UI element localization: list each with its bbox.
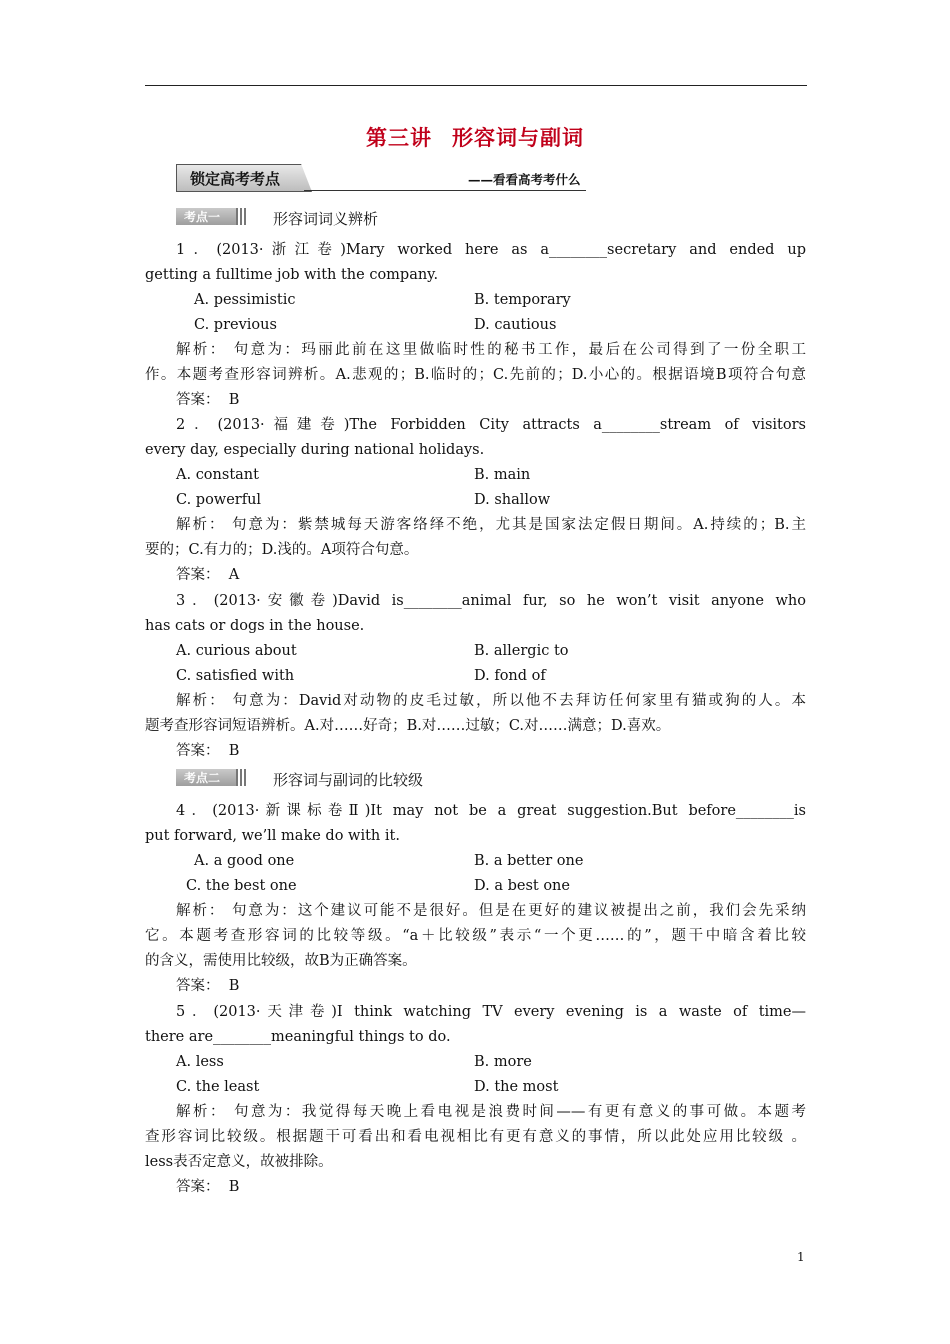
tag-bars-decoration: [236, 208, 248, 225]
section-banner: [176, 162, 586, 192]
section-tag-2: 考点二: [176, 769, 248, 786]
q4-answer: 答案： B: [176, 978, 240, 994]
q1-option-c: C. previous: [194, 317, 277, 333]
q5-explanation: 解析： 句意为：我觉得每天晚上看电视是浪费时间——有更有意义的事可做。本题考: [176, 1104, 806, 1120]
q2-answer: 答案： A: [176, 567, 240, 583]
q4-option-d: D. a best one: [474, 878, 570, 894]
section-tag-1: 考点一: [176, 208, 248, 225]
page-number: 1: [797, 1250, 805, 1264]
question-5-stem-cont: there are________meaningful things to do.: [145, 1029, 451, 1045]
question-5-stem: 5．(2013·天津卷)I think watching TV every evening is a waste of time—: [176, 1004, 806, 1020]
section-heading-1: [176, 208, 776, 230]
q1-option-a: A. pessimistic: [194, 292, 296, 308]
q4-explanation-cont-2: 的含义，需使用比较级，故B为正确答案。: [145, 953, 417, 969]
banner-subtitle: ——看看高考考什么: [468, 172, 581, 187]
q2-option-a: A. constant: [176, 467, 259, 483]
q1-option-d: D. cautious: [474, 317, 557, 333]
banner-label: 锁定高考考点: [190, 170, 281, 188]
q2-explanation: 解析： 句意为：紫禁城每天游客络绎不绝，尤其是国家法定假日期间。A.持续的；B.主: [176, 517, 806, 533]
section-title-1: 形容词词义辨析: [273, 210, 379, 228]
q1-answer: 答案： B: [176, 392, 240, 408]
q4-option-c: C. the best one: [186, 878, 297, 894]
section-title-2: 形容词与副词的比较级: [273, 771, 424, 789]
q2-option-d: D. shallow: [474, 492, 551, 508]
q3-explanation-cont: 题考查形容词短语辨析。A.对……好奇；B.对……过敏；C.对……满意；D.喜欢。: [145, 718, 671, 734]
q1-explanation-cont: 作。本题考查形容词辨析。A.悲观的；B.临时的；C.先前的；D.小心的。根据语境B项符合句意: [145, 367, 806, 383]
q1-explanation: 解析： 句意为：玛丽此前在这里做临时性的秘书工作，最后在公司得到了一份全职工: [176, 342, 806, 358]
q5-explanation-cont-2: less表否定意义，故被排除。: [145, 1154, 333, 1170]
q4-option-b: B. a better one: [474, 853, 584, 869]
q5-option-d: D. the most: [474, 1079, 559, 1095]
q2-explanation-cont: 要的；C.有力的；D.浅的。A项符合句意。: [145, 542, 419, 558]
question-4-stem-cont: put forward, we’ll make do with it.: [145, 828, 400, 844]
tag-bars-decoration: [236, 769, 248, 786]
q3-explanation: 解析： 句意为：David对动物的皮毛过敏，所以他不去拜访任何家里有猫或狗的人。本: [176, 693, 806, 709]
q5-answer: 答案： B: [176, 1179, 240, 1195]
q3-option-b: B. allergic to: [474, 643, 569, 659]
q3-option-a: A. curious about: [176, 643, 297, 659]
q3-option-c: C. satisfied with: [176, 668, 295, 684]
q4-explanation-cont: 它。本题考查形容词的比较等级。“a＋比较级”表示“一个更……的”，题干中暗含着比较: [145, 928, 806, 944]
question-2-stem-cont: every day, especially during national holidays.: [145, 442, 485, 458]
q2-option-c: C. powerful: [176, 492, 262, 508]
q3-option-d: D. fond of: [474, 668, 546, 684]
question-3-stem: 3．(2013·安徽卷)David is________animal fur, so he won’t visit anyone who: [176, 593, 806, 609]
question-1-stem-cont: getting a fulltime job with the company.: [145, 267, 439, 283]
question-4-stem: 4．(2013·新课标卷Ⅱ)It may not be a great suggestion.But before________is: [176, 803, 806, 819]
q5-option-c: C. the least: [176, 1079, 260, 1095]
q5-option-b: B. more: [474, 1054, 532, 1070]
q5-option-a: A. less: [176, 1054, 224, 1070]
question-1-stem: 1．(2013·浙江卷)Mary worked here as a________secretary and ended up: [176, 242, 806, 258]
q3-answer: 答案： B: [176, 743, 240, 759]
question-2-stem: 2．(2013·福建卷)The Forbidden City attracts a________stream of visitors: [176, 417, 806, 433]
q4-explanation: 解析： 句意为：这个建议可能不是很好。但是在更好的建议被提出之前，我们会先采纳: [176, 903, 806, 919]
lecture-topic: 形容词与副词: [452, 126, 584, 150]
q1-option-b: B. temporary: [474, 292, 571, 308]
q4-option-a: A. a good one: [194, 853, 295, 869]
q2-option-b: B. main: [474, 467, 531, 483]
lecture-number: 第三讲: [366, 126, 432, 150]
q5-explanation-cont: 查形容词比较级。根据题干可看出和看电视相比有更有意义的事情，所以此处应用比较级 。: [145, 1129, 806, 1145]
banner-underline: [304, 190, 586, 191]
page-title: [0, 122, 950, 152]
question-3-stem-cont: has cats or dogs in the house.: [145, 618, 365, 634]
header-rule: [145, 85, 807, 86]
section-heading-2: [176, 769, 776, 791]
